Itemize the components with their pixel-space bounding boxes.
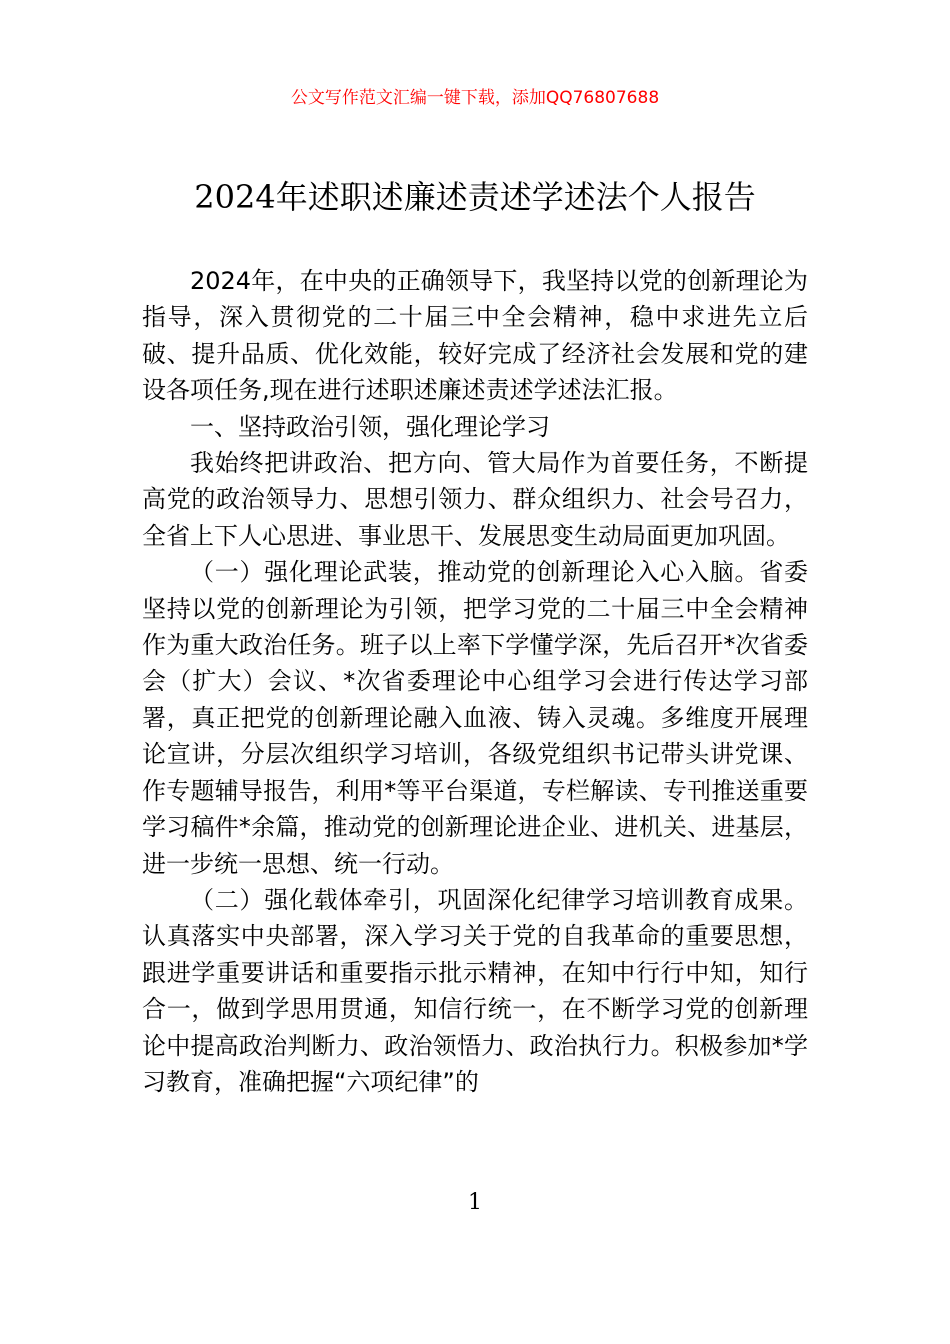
section-1-paragraph: 我始终把讲政治、把方向、管大局作为首要任务，不断提高党的政治领导力、思想引领力、群众组织力、社会号召力，全省上下人心思进、事业思干、发展思变生动局面更加巩固。 [142,449,808,550]
watermark-banner: 公文写作范文汇编一键下载，添加QQ76807688 [290,88,660,108]
section-heading-1: 一、坚持政治引领，强化理论学习 [190,412,550,441]
intro-paragraph: 2024年，在中央的正确领导下，我坚持以党的创新理论为指导，深入贯彻党的二十届三中全会精神，稳中求进先立后破、提升品质、优化效能，较好完成了经济社会发展和党的建设各项任务,现在进行述职述廉述责述学述法汇报。 [142,267,808,405]
subsection-1-paragraph: （一）强化理论武装，推动党的创新理论入心入脑。省委坚持以党的创新理论为引领，把学习党的二十届三中全会精神作为重大政治任务。班子以上率下学懂学深，先后召开*次省委会（扩大）会议、*次省委理论中心组学习会进行传达学习部署，真正把党的创新理论融入血液、铸入灵魂。多维度开展理论宣讲，分层次组织学习培训，各级党组织书记带头讲党课、作专题辅导报告，利用*等平台渠道，专栏解读、专刊推送重要学习稿件*余篇，推动党的创新理论进企业、进机关、进基层，进一步统一思想、统一行动。 [142,558,808,878]
document-title: 2024年述职述廉述责述学述法个人报告 [194,178,756,216]
subsection-2-paragraph: （二）强化载体牵引，巩固深化纪律学习培训教育成果。认真落实中央部署，深入学习关于党的自我革命的重要思想，跟进学重要讲话和重要指示批示精神，在知中行行中知，知行合一，做到学思用贯通，知信行统一，在不断学习党的创新理论中提高政治判断力、政治领悟力、政治执行力。积极参加*学习教育，准确把握“六项纪律”的 [142,885,808,1096]
document-body [142,263,808,1100]
page-number: 1 [468,1190,482,1215]
